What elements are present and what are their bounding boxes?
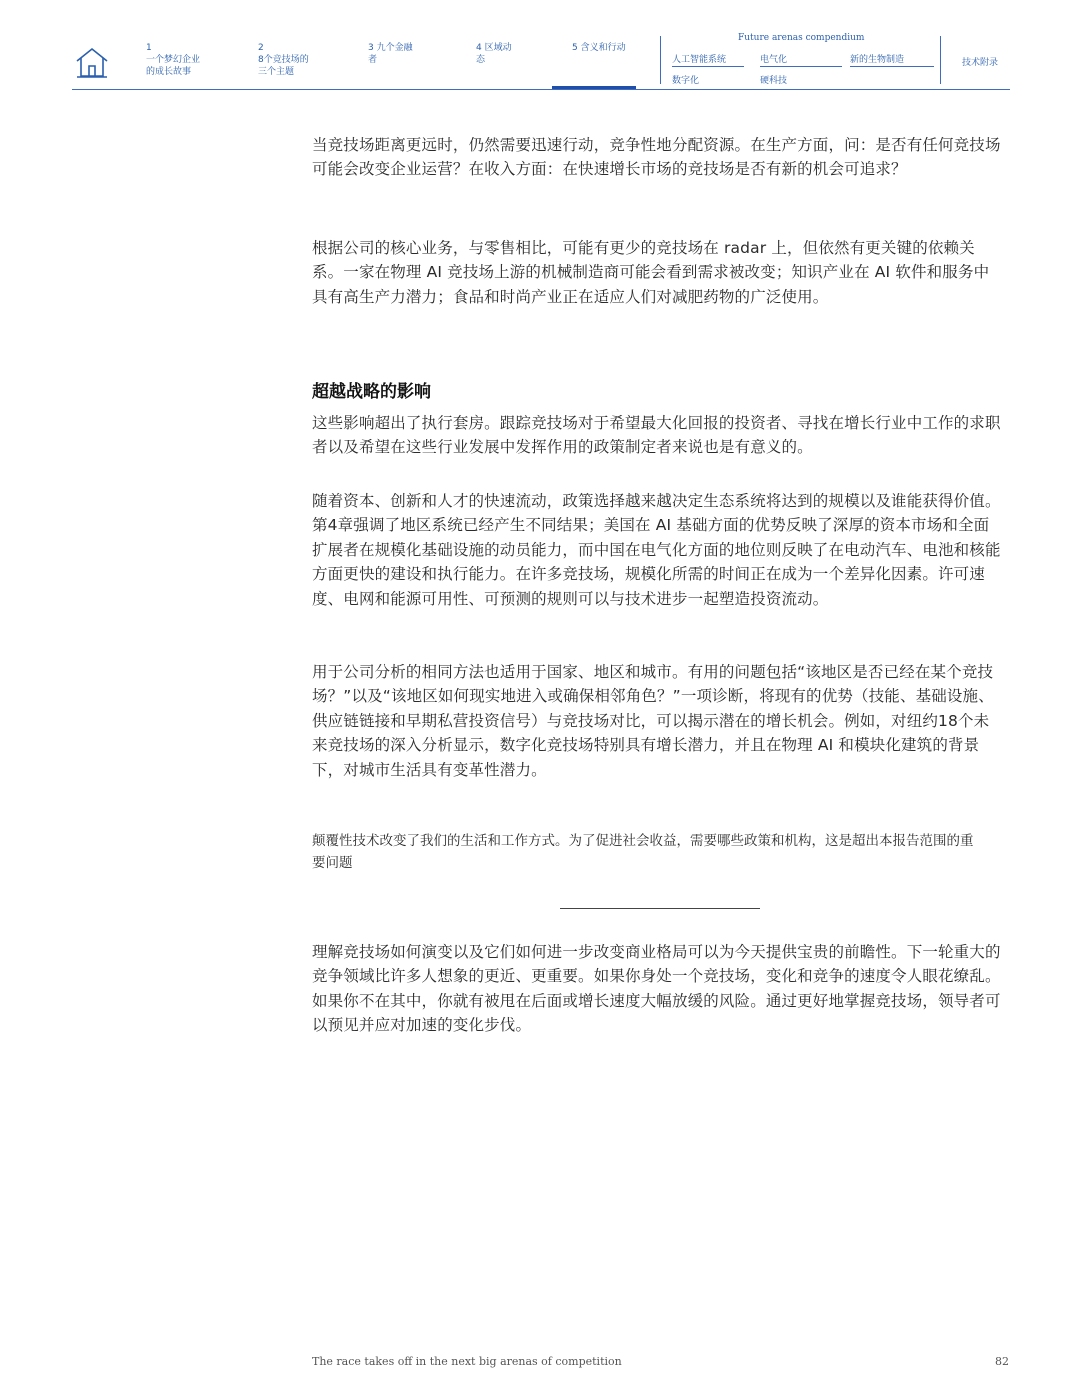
paragraph-arena-distance: 当竞技场距离更远时，仍然需要迅速行动，竞争性地分配资源。在生产方面，问：是否有任何竞技场可能会改变企业运营？在收入方面：在快速增长市场的竞技场是否有新的机会可追求？ — [312, 136, 1001, 179]
compendium-hard-tech[interactable]: 硬科技 — [760, 76, 788, 86]
pull-quote: 颠覆性技术改变了我们的生活和工作方式。为了促进社会收益，需要哪些政策和机构，这是超出本报告范围的重要问题 — [312, 833, 974, 871]
compendium-digitalization[interactable]: 数字化 — [672, 76, 700, 86]
nav-chapter-4[interactable] — [476, 42, 520, 66]
home-icon — [74, 46, 110, 80]
section-divider — [560, 908, 760, 909]
nav-separator — [660, 36, 661, 84]
nav-chapter-5[interactable] — [572, 42, 626, 54]
nav-chapter-label: 一个梦幻企业的成长故事 — [146, 55, 201, 77]
home-button[interactable] — [74, 46, 110, 80]
nav-technical-appendix[interactable]: 技术附录 — [962, 58, 999, 68]
compendium-title: Future arenas compendium — [738, 33, 865, 43]
page-number: 82 — [995, 1355, 1009, 1368]
compendium-underline — [672, 66, 744, 67]
paragraph-core-business: 根据公司的核心业务，与零售相比，可能有更少的竞技场在 radar 上，但依然有更关键的依赖关系。一家在物理 AI 竞技场上游的机械制造商可能会看到需求被改变；知识产业在 AI 软件和服务中具有高生产力潜力；食品和时尚产业正在适应人们对减肥药物的广泛使用。 — [312, 239, 990, 306]
nav-chapter-3[interactable] — [368, 42, 420, 66]
paragraph-beyond-executive: 这些影响超出了执行套房。跟踪竞技场对于希望最大化回报的投资者、寻找在增长行业中工作的求职者以及希望在这些行业发展中发挥作用的政策制定者来说也是有意义的。 — [312, 414, 1001, 457]
top-navigation — [0, 0, 1080, 92]
nav-chapter-1[interactable] — [146, 42, 202, 78]
paragraph-regional-analysis: 用于公司分析的相同方法也适用于国家、地区和城市。有用的问题包括“该地区是否已经在某个竞技场？”以及“该地区如何现实地进入或确保相邻角色？”一项诊断，将现有的优势（技能、基础设施、供应链链接和早期私营投资信号）与竞技场对比，可以揭示潜在的增长机会。例如，对纽约18个未来竞技场的深入分析显示，数字化竞技场特别具有增长潜力，并且在物理 AI 和模块化建筑的背景下，对城市生活具有变革性潜力。 — [312, 663, 994, 779]
compendium-electrification[interactable]: 电气化 — [760, 55, 788, 65]
footer-report-title: The race takes off in the next big arenas of competition — [312, 1355, 622, 1368]
paragraph-conclusion: 理解竞技场如何演变以及它们如何进一步改变商业格局可以为今天提供宝贵的前瞻性。下一轮重大的竞争领域比许多人想象的更近、更重要。如果你身处一个竞技场，变化和竞争的速度令人眼花缭乱。如果你不在其中，你就有被甩在后面或增长速度大幅放缓的风险。通过更好地掌握竞技场，领导者可以预见并应对加速的变化步伐。 — [312, 943, 1001, 1035]
nav-chapter-label: 3 九个金融者 — [368, 43, 413, 65]
nav-baseline — [72, 89, 1010, 90]
compendium-underline — [850, 66, 934, 67]
nav-chapter-label: 5 含义和行动 — [572, 43, 626, 53]
compendium-underline — [760, 66, 842, 67]
nav-chapter-2[interactable] — [258, 42, 310, 78]
nav-chapter-number: 1 — [146, 43, 152, 53]
compendium-ai-systems[interactable]: 人工智能系统 — [672, 55, 727, 65]
paragraph-policy-choices: 随着资本、创新和人才的快速流动，政策选择越来越决定生态系统将达到的规模以及谁能获得价值。第4章强调了地区系统已经产生不同结果；美国在 AI 基础方面的优势反映了深厚的资本市场和全面扩展者在规模化基础设施的动员能力，而中国在电气化方面的地位则反映了在电动汽车、电池和核能方面更快的建设和执行能力。在许多竞技场，规模化所需的时间正在成为一个差异化因素。许可速度、电网和能源可用性、可预测的规则可以与技术进步一起塑造投资流动。 — [312, 492, 1001, 608]
nav-separator — [940, 36, 941, 84]
nav-chapter-number: 2 — [258, 43, 264, 53]
nav-chapter-label: 4 区域动态 — [476, 43, 512, 65]
section-heading: 超越战略的影响 — [312, 382, 431, 402]
compendium-biomanufacturing[interactable]: 新的生物制造 — [850, 55, 905, 65]
nav-chapter-label: 8个竞技场的三个主题 — [258, 55, 309, 77]
